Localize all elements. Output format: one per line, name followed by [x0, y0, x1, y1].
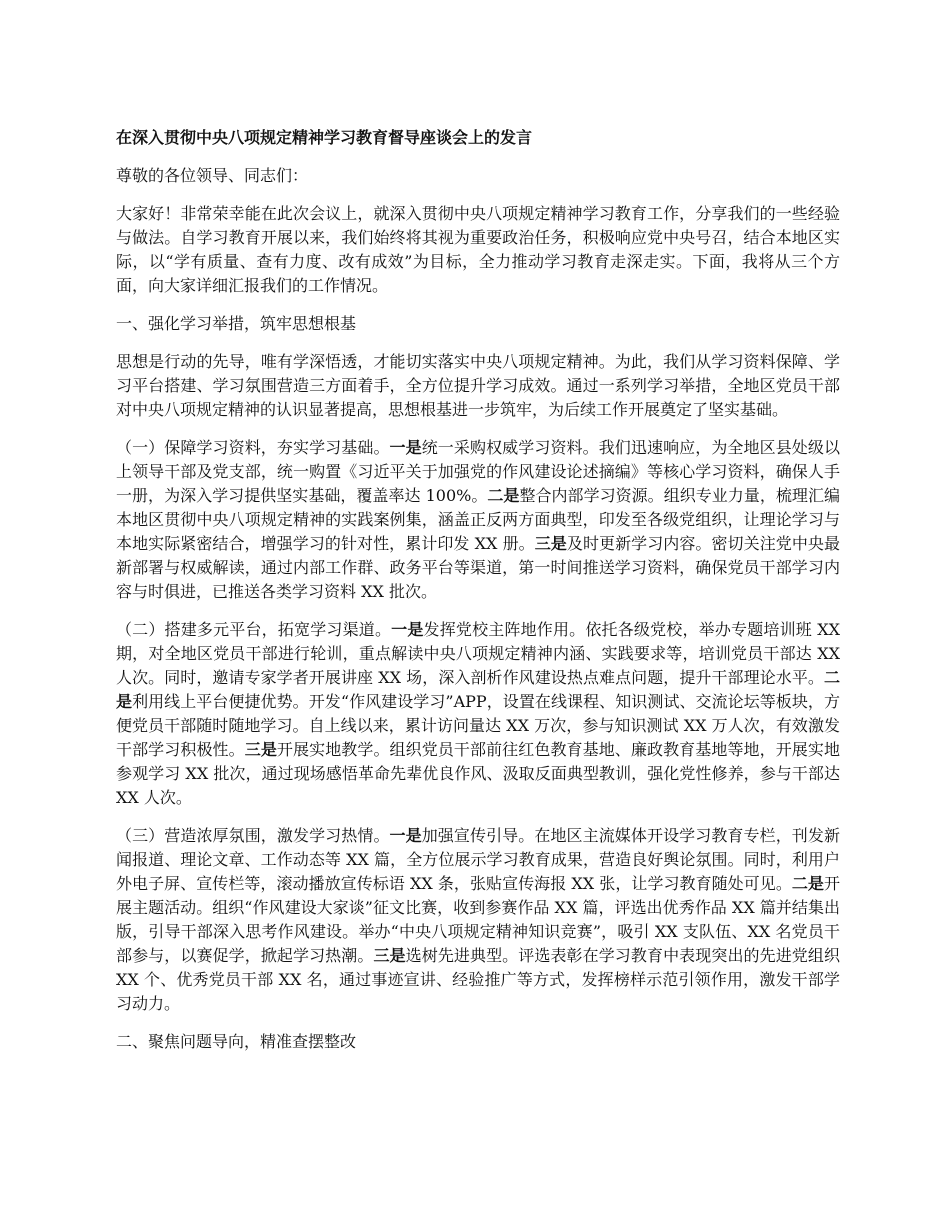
text-run: 开展主题活动。组织“作风建设大家谈”征文比赛，收到参赛作品 XX 篇，评选出优秀作品 XX 篇并结集出版，引导干部深入思考作风建设。举办“中央八项规定精神知识竞赛”，吸引 XX 支队伍、XX 名党员干部参与，以赛促学，掀起学习热潮。	[116, 874, 840, 965]
text-run: 思想是行动的先导，唯有学深悟透，才能切实落实中央八项规定精神。为此，我们从学习资料保障、学习平台搭建、学习氛围营造三方面着手，全方位提升学习成效。通过一系列学习举措，全地区党员干部对中央八项规定精神的认识显著提高，思想根基进一步筑牢，为后续工作开展奠定了坚实基础。	[116, 352, 840, 419]
paragraph	[116, 350, 840, 422]
paragraph	[116, 436, 840, 604]
bold-keyword: 三是	[244, 740, 277, 759]
bold-keyword: 一是	[391, 620, 424, 639]
section-heading	[116, 312, 840, 336]
bold-keyword: 二是	[116, 668, 840, 711]
text-run: 开展实地教学。组织党员干部前往红色教育基地、廉政教育基地等地，开展实地参观学习 XX 批次，通过现场感悟革命先辈优良作风、汲取反面典型教训，强化党性修养，参与干部达 XX 人次。	[116, 740, 840, 807]
text-run: （一）保障学习资料，夯实学习基础。	[116, 438, 390, 457]
document-body	[116, 126, 840, 1068]
bold-keyword: 二是	[791, 874, 824, 893]
bold-keyword: 一是	[389, 826, 422, 845]
text-run: （二）搭建多元平台，拓宽学习渠道。	[116, 620, 392, 639]
text-run: 发挥党校主阵地作用。依托各级党校，举办专题培训班 XX 期，对全地区党员干部进行轮训，重点解读中央八项规定精神内涵、实践要求等，培训党员干部达 XX 人次。同时，邀请专家学者开展讲座 XX 场，深入剖析作风建设热点难点问题，提升干部理论水平。	[116, 620, 840, 687]
bold-keyword: 三是	[373, 946, 406, 965]
paragraph	[116, 618, 840, 810]
text-run: 大家好！非常荣幸能在此次会议上，就深入贯彻中央八项规定精神学习教育工作，分享我们的一些经验与做法。自学习教育开展以来，我们始终将其视为重要政治任务，积极响应党中央号召，结合本地区实际，以“学有质量、查有力度、改有成效”为目标，全力推动学习教育走深走实。下面，我将从三个方面，向大家详细汇报我们的工作情况。	[116, 204, 840, 295]
text-run: 选树先进典型。评选表彰在学习教育中表现突出的先进党组织 XX 个、优秀党员干部 XX 名，通过事迹宣讲、经验推广等方式，发挥榜样示范引领作用，激发干部学习动力。	[116, 946, 840, 1013]
bold-keyword: 一是	[389, 438, 422, 457]
paragraph	[116, 824, 840, 1016]
bold-keyword: 二是	[487, 486, 520, 505]
text-run: 一、强化学习举措，筑牢思想根基	[116, 314, 357, 333]
bold-keyword: 三是	[534, 534, 567, 553]
text-run: 二、聚焦问题导向，精准查摆整改	[116, 1032, 357, 1051]
document-title: 在深入贯彻中央八项规定精神学习教育督导座谈会上的发言	[116, 128, 533, 147]
text-run: （三）营造浓厚氛围，激发学习热情。	[116, 826, 390, 845]
section-heading	[116, 1030, 840, 1054]
text-run: 统一采购权威学习资料。我们迅速响应，为全地区县处级以上领导干部及党支部，统一购置《习近平关于加强党的作风建设论述摘编》等核心学习资料，确保人手一册，为深入学习提供坚实基础，覆盖率达 100%。	[116, 438, 840, 505]
text-run: 尊敬的各位领导、同志们：	[116, 166, 309, 185]
text-run: 及时更新学习内容。密切关注党中央最新部署与权威解读，通过内部工作群、政务平台等渠道，第一时间推送学习资料，确保党员干部学习内容与时俱进，已推送各类学习资料 XX 批次。	[116, 534, 840, 601]
text-run: 利用线上平台便捷优势。开发“作风建设学习”APP，设置在线课程、知识测试、交流论坛等板块，方便党员干部随时随地学习。自上线以来，累计访问量达 XX 万次，参与知识测试 XX 万人次，有效激发干部学习积极性。	[116, 692, 840, 759]
paragraph	[116, 202, 840, 298]
paragraph-list	[116, 164, 840, 1054]
text-run: 整合内部学习资源。组织专业力量，梳理汇编本地区贯彻中央八项规定精神的实践案例集，涵盖正反两方面典型，印发至各级党组织，让理论学习与本地实际紧密结合，增强学习的针对性，累计印发 XX 册。	[116, 486, 840, 553]
paragraph	[116, 164, 840, 188]
text-run: 加强宣传引导。在地区主流媒体开设学习教育专栏，刊发新闻报道、理论文章、工作动态等 XX 篇，全方位展示学习教育成果，营造良好舆论氛围。同时，利用户外电子屏、宣传栏等，滚动播放宣传标语 XX 条，张贴宣传海报 XX 张，让学习教育随处可见。	[116, 826, 840, 893]
